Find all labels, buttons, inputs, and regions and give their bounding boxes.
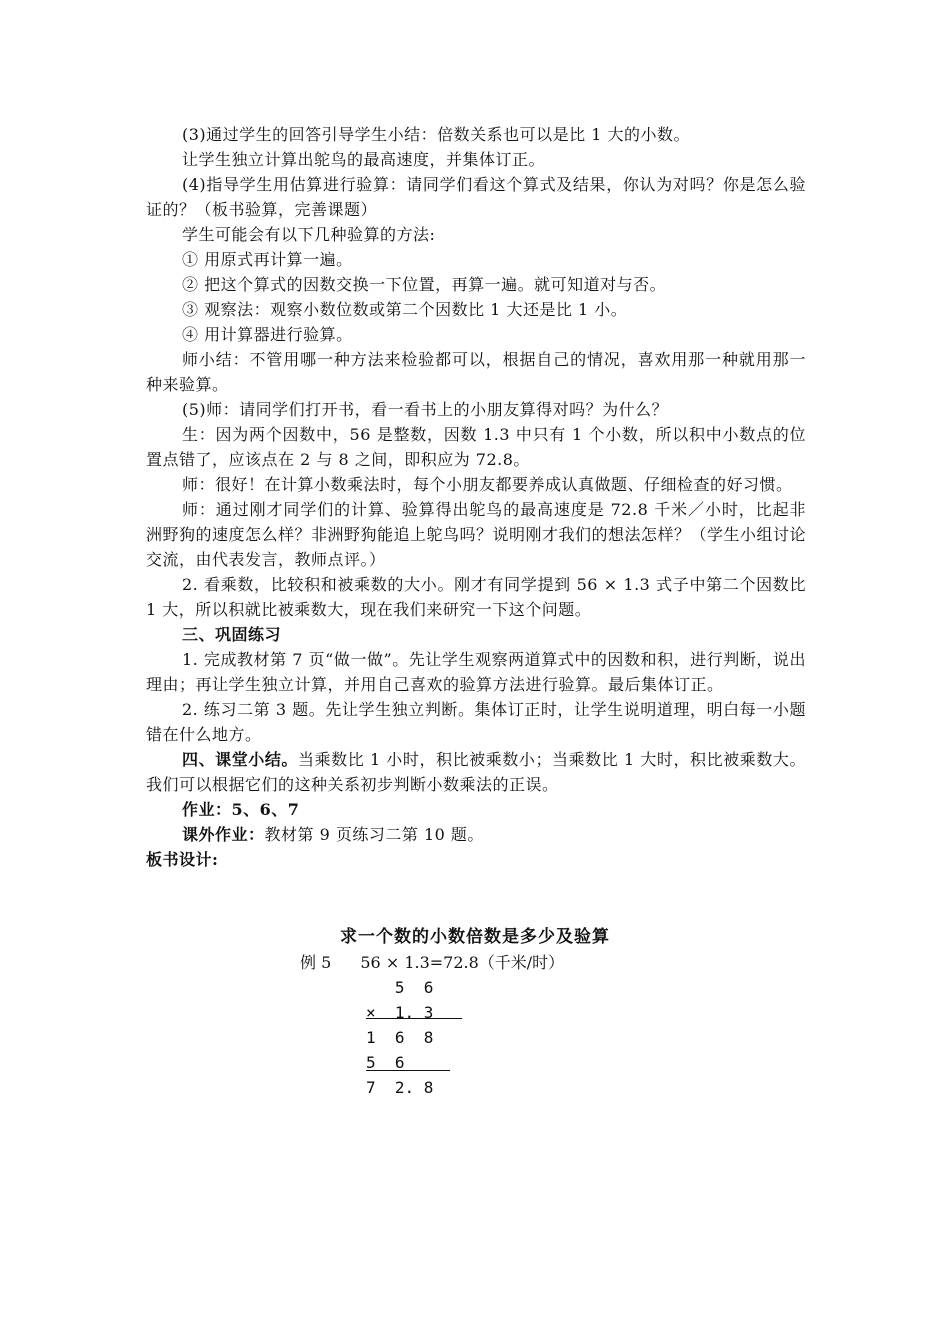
calc-row: 5 6	[366, 978, 434, 997]
extra-homework-text: 教材第 9 页练习二第 10 题。	[264, 825, 484, 844]
paragraph: 学生可能会有以下几种验算的方法:	[182, 225, 436, 244]
paragraph: ④ 用计算器进行验算。	[182, 325, 353, 344]
calc-row: 7 2. 8	[366, 1078, 434, 1097]
paragraph: 让学生独立计算出鸵鸟的最高速度，并集体订正。	[182, 150, 546, 169]
paragraph: 三、巩固练习	[182, 625, 282, 644]
homework: 作业：5、6、7	[182, 800, 300, 819]
paragraph: ① 用原式再计算一遍。	[182, 250, 353, 269]
paragraph: (5)师：请同学们打开书，看一看书上的小朋友算得对吗？为什么？	[182, 400, 669, 419]
board-label: 板书设计:	[146, 850, 219, 869]
paragraph: 师：很好！在计算小数乘法时，每个小朋友都要养成认真做题、仔细检查的好习惯。	[182, 475, 793, 494]
example-line	[300, 950, 588, 973]
calc-row: × 1. 3	[366, 1003, 434, 1022]
summary-label: 四、课堂小结。	[182, 750, 299, 769]
paragraph: 师小结：不管用哪一种方法来检验都可以，根据自己的情况，喜欢用那一种就用那一种来验算。	[146, 350, 806, 394]
summary-text: 当乘数比 1 小时，积比被乘数小；当乘数比 1 大时，积比被乘数大。我们可以根据它们的这种关系初步判断小数乘法的正误。	[146, 750, 806, 794]
calc-row: 5 6	[366, 1053, 405, 1072]
calc-underline	[366, 1070, 450, 1071]
paragraph: 2. 练习二第 3 题。先让学生独立判断。集体订正时，让学生说明道理，明白每一小题错在什么地方。	[146, 700, 806, 744]
paragraph: 1. 完成教材第 7 页“做一做”。先让学生观察两道算式中的因数和积，进行判断，说出理由；再让学生独立计算，并用自己喜欢的验算方法进行验算。最后集体订正。	[146, 650, 806, 694]
example-formula: 56 × 1.3=72.8（千米/时）	[360, 953, 565, 972]
calc-row: 1 6 8	[366, 1028, 434, 1047]
extra-homework-label: 课外作业：	[182, 825, 265, 844]
paragraph: 师：通过刚才同学们的计算、验算得出鸵鸟的最高速度是 72.8 千米／小时，比起非洲野狗的速度怎么样？非洲野狗能追上鸵鸟吗？说明刚才我们的想法怎样？（学生小组讨论交流，由代表发言，教师点评。）	[146, 500, 807, 569]
paragraph: ② 把这个算式的因数交换一下位置，再算一遍。就可知道对与否。	[182, 275, 667, 294]
summary-paragraph	[146, 747, 806, 797]
example-label: 例 5	[300, 953, 332, 972]
vertical-calculation	[366, 975, 476, 1100]
board-title: 求一个数的小数倍数是多少及验算	[340, 927, 610, 947]
lesson-content	[146, 122, 806, 872]
paragraph: ③ 观察法：观察小数位数或第二个因数比 1 大还是比 1 小。	[182, 300, 628, 319]
calc-underline	[366, 1018, 462, 1019]
paragraph: (3)通过学生的回答引导学生小结：倍数关系也可以是比 1 大的小数。	[182, 125, 691, 144]
extra-homework	[146, 822, 806, 847]
paragraph: 生：因为两个因数中，56 是整数，因数 1.3 中只有 1 个小数，所以积中小数点的位置点错了，应该点在 2 与 8 之间，即积应为 72.8。	[146, 425, 806, 469]
paragraph: (4)指导学生用估算进行验算：请同学们看这个算式及结果，你认为对吗？你是怎么验证的？（板书验算，完善课题）	[146, 175, 806, 219]
paragraph: 2. 看乘数，比较积和被乘数的大小。刚才有同学提到 56 × 1.3 式子中第二个因数比 1 大，所以积就比被乘数大，现在我们来研究一下这个问题。	[146, 575, 806, 619]
